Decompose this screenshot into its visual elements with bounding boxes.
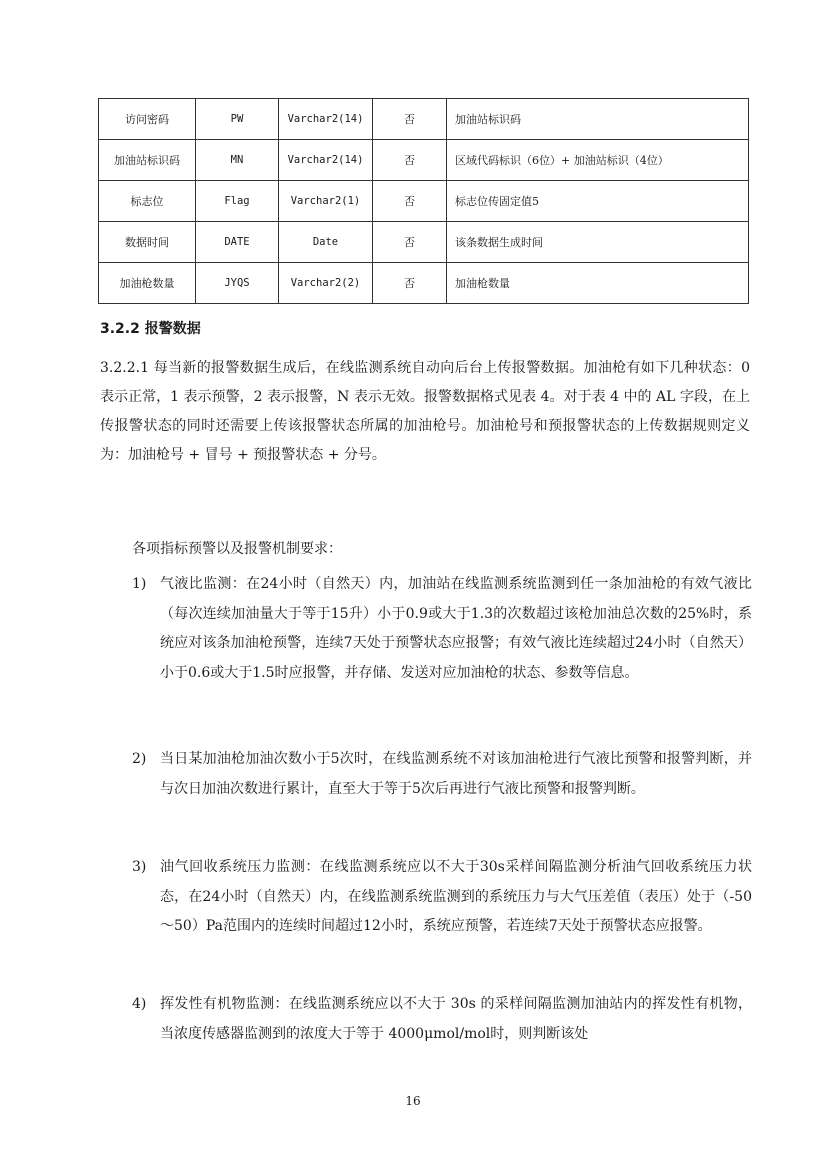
list-item (132, 853, 752, 942)
list-item-number: 4) (132, 996, 147, 1012)
field-spec-table (98, 98, 749, 304)
table-cell: 否 (373, 181, 447, 222)
table-row (99, 140, 749, 181)
table-cell: DATE (196, 222, 279, 263)
list-item (132, 745, 752, 804)
table-cell: Flag (196, 181, 279, 222)
table-cell: 标志位 (99, 181, 196, 222)
table-cell: Varchar2(2) (279, 263, 373, 304)
list-item (132, 570, 752, 688)
list-item-number: 2) (132, 751, 147, 767)
requirements-intro: 各项指标预警以及报警机制要求： (132, 541, 342, 557)
list-item-number: 3) (132, 859, 147, 875)
table-cell: 区域代码标识（6位）+ 加油站标识（4位） (447, 140, 749, 181)
table-row (99, 181, 749, 222)
table-cell: 数据时间 (99, 222, 196, 263)
table-cell: 标志位传固定值5 (447, 181, 749, 222)
table-cell: 否 (373, 222, 447, 263)
table-cell: 否 (373, 99, 447, 140)
list-item-text: 油气回收系统压力监测：在线监测系统应以不大于30s采样间隔监测分析油气回收系统压力状态，在24小时（自然天）内，在线监测系统监测到的系统压力与大气压差值（表压）处于（-50～50）Pa范围内的连续时间超过12小时，系统应预警，若连续7天处于预警状态应报警。 (160, 859, 752, 934)
body-paragraph: 3.2.2.1 每当新的报警数据生成后，在线监测系统自动向后台上传报警数据。加油枪有如下几种状态：0 表示正常，1 表示预警，2 表示报警，N 表示无效。报警数据格式见表 4。对于表 4 中的 AL 字段，在上传报警状态的同时还需要上传该报警状态所属的加油枪号。加油枪号和预报警状态的上传数据规则定义为：加油枪号 + 冒号 + 预报警状态 + 分号。 (100, 360, 750, 463)
table-cell: 该条数据生成时间 (447, 222, 749, 263)
table-cell: 访问密码 (99, 99, 196, 140)
table-row (99, 222, 749, 263)
table-cell: Date (279, 222, 373, 263)
table-cell: 加油站标识码 (447, 99, 749, 140)
table-cell: 加油枪数量 (447, 263, 749, 304)
table-cell: Varchar2(14) (279, 99, 373, 140)
page-number: 16 (405, 1094, 421, 1108)
section-heading: 3.2.2 报警数据 (100, 321, 201, 337)
table-cell: 否 (373, 263, 447, 304)
table-cell: PW (196, 99, 279, 140)
table-row (99, 263, 749, 304)
list-item-text: 挥发性有机物监测：在线监测系统应以不大于 30s 的采样间隔监测加油站内的挥发性有机物，当浓度传感器监测到的浓度大于等于 4000μmol/mol时，则判断该处 (160, 996, 752, 1042)
table-cell: MN (196, 140, 279, 181)
list-item-text: 气液比监测：在24小时（自然天）内，加油站在线监测系统监测到任一条加油枪的有效气液比（每次连续加油量大于等于15升）小于0.9或大于1.3的次数超过该枪加油总次数的25%时，系统应对该条加油枪预警，连续7天处于预警状态应报警；有效气液比连续超过24小时（自然天）小于0.6或大于1.5时应报警，并存储、发送对应加油枪的状态、参数等信息。 (160, 576, 752, 681)
table-cell: 加油枪数量 (99, 263, 196, 304)
list-item (132, 990, 752, 1049)
list-item-text: 当日某加油枪加油次数小于5次时，在线监测系统不对该加油枪进行气液比预警和报警判断，并与次日加油次数进行累计，直至大于等于5次后再进行气液比预警和报警判断。 (160, 751, 752, 797)
table-cell: 否 (373, 140, 447, 181)
table-cell: JYQS (196, 263, 279, 304)
table-cell: Varchar2(14) (279, 140, 373, 181)
table-row (99, 99, 749, 140)
list-item-number: 1) (132, 576, 147, 592)
table-cell: 加油站标识码 (99, 140, 196, 181)
table-cell: Varchar2(1) (279, 181, 373, 222)
